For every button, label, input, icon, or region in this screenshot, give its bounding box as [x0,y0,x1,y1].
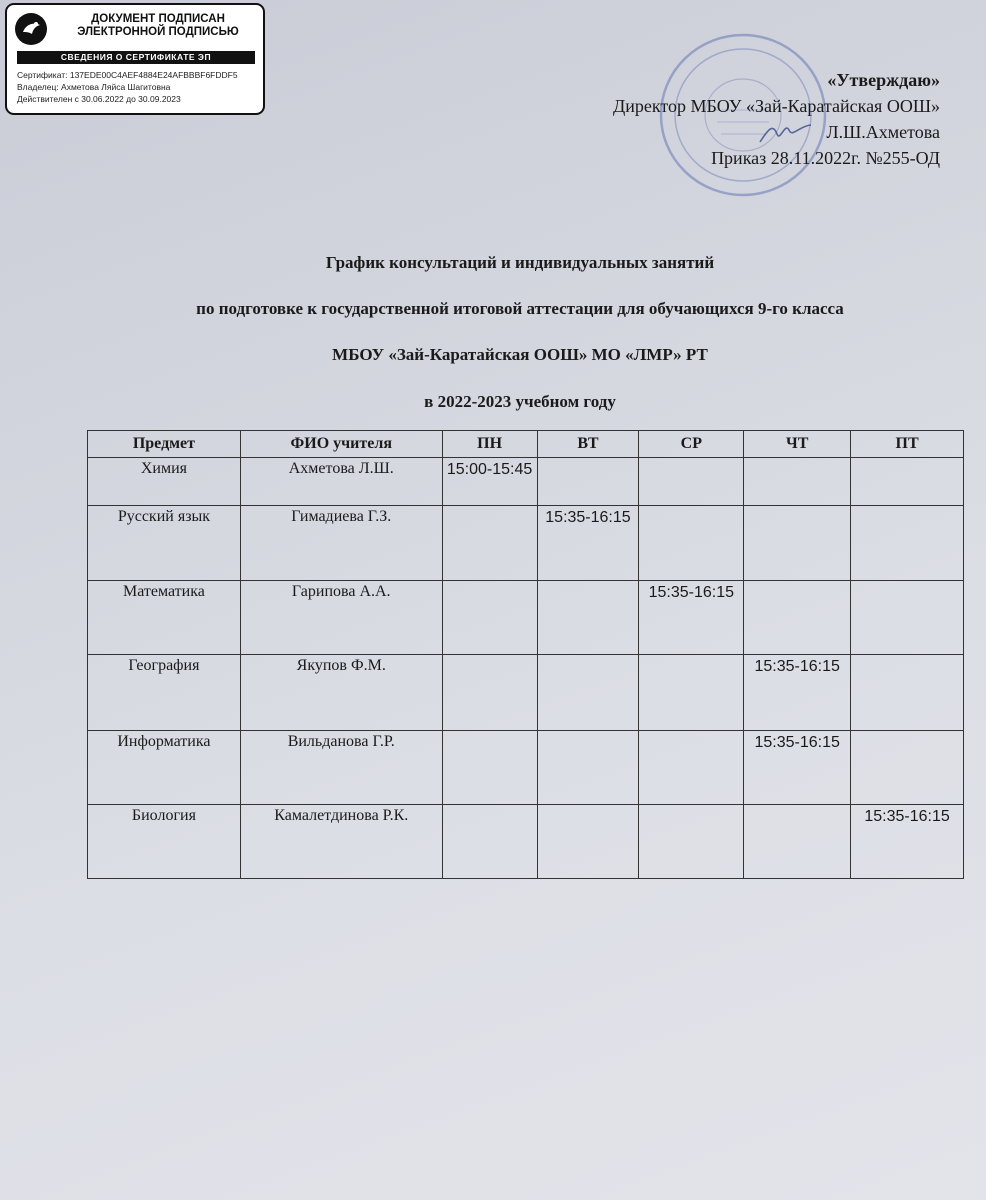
header-friday: ПТ [851,431,964,458]
table-row [88,458,964,506]
header-monday: ПН [442,431,537,458]
tuesday-cell [537,581,639,655]
monday-cell [442,581,537,655]
friday-cell [851,506,964,581]
tuesday-cell [537,805,639,879]
teacher-cell: Ахметова Л.Ш. [240,458,442,506]
wednesday-cell [639,458,744,506]
friday-cell [851,655,964,731]
certificate-info-band: СВЕДЕНИЯ О СЕРТИФИКАТЕ ЭП [17,51,255,64]
table-row [88,655,964,731]
signature-box-title [53,13,263,39]
tuesday-cell [537,655,639,731]
certificate-validity: Действителен с 30.06.2022 до 30.09.2023 [17,94,181,104]
tuesday-cell [537,458,639,506]
table-header-row [88,431,964,458]
teacher-cell: Гарипова А.А. [240,581,442,655]
friday-cell [851,458,964,506]
wednesday-cell [639,805,744,879]
friday-cell [851,581,964,655]
header-teacher: ФИО учителя [240,431,442,458]
schedule-table [87,430,964,879]
thursday-cell [744,506,851,581]
subject-cell: География [88,655,241,731]
schedule-title: График консультаций и индивидуальных занятий [325,253,715,272]
certificate-owner: Владелец: Ахметова Ляйса Шагитовна [17,82,171,92]
tuesday-cell: 15:35-16:15 [537,506,639,581]
subject-cell: Информатика [88,731,241,805]
thursday-cell: 15:35-16:15 [744,655,851,731]
thursday-cell [744,581,851,655]
table-row [88,581,964,655]
monday-cell [442,805,537,879]
tuesday-cell [537,731,639,805]
schedule-subtitle: по подготовке к государственной итоговой аттестации для обучающихся 9-го класса [196,299,844,318]
approval-position: Директор МБОУ «Зай-Каратайская ООШ» [613,96,940,116]
approval-director-name: Л.Ш.Ахметова [826,122,940,142]
monday-cell [442,506,537,581]
wednesday-cell [639,731,744,805]
header-tuesday: ВТ [537,431,639,458]
friday-cell: 15:35-16:15 [851,805,964,879]
handwritten-signature [755,116,815,148]
school-year: в 2022-2023 учебном году [424,392,616,411]
monday-cell [442,655,537,731]
subject-cell: Математика [88,581,241,655]
teacher-cell: Гимадиева Г.З. [240,506,442,581]
teacher-cell: Якупов Ф.М. [240,655,442,731]
approval-title: «Утверждаю» [827,70,940,90]
table-row [88,506,964,581]
electronic-signature-box [5,3,265,115]
wednesday-cell [639,655,744,731]
signature-title-line1: ДОКУМЕНТ ПОДПИСАН [91,13,225,25]
monday-cell: 15:00-15:45 [442,458,537,506]
school-name: МБОУ «Зай-Каратайская ООШ» МО «ЛМР» РТ [332,345,708,364]
wednesday-cell [639,506,744,581]
teacher-cell: Камалетдинова Р.К. [240,805,442,879]
header-thursday: ЧТ [744,431,851,458]
monday-cell [442,731,537,805]
approval-order: Приказ 28.11.2022г. №255-ОД [711,148,940,168]
subject-cell: Русский язык [88,506,241,581]
table-row [88,805,964,879]
subject-cell: Биология [88,805,241,879]
table-row [88,731,964,805]
wednesday-cell: 15:35-16:15 [639,581,744,655]
thursday-cell: 15:35-16:15 [744,731,851,805]
certificate-number: Сертификат: 137EDE00C4AEF4884E24AFBBBF6FDDF5 [17,70,238,80]
subject-cell: Химия [88,458,241,506]
teacher-cell: Вильданова Г.Р. [240,731,442,805]
signature-title-line2: ЭЛЕКТРОННОЙ ПОДПИСЬЮ [77,26,239,38]
friday-cell [851,731,964,805]
header-wednesday: СР [639,431,744,458]
header-subject: Предмет [88,431,241,458]
thursday-cell [744,458,851,506]
thursday-cell [744,805,851,879]
coat-of-arms-icon [14,12,48,46]
